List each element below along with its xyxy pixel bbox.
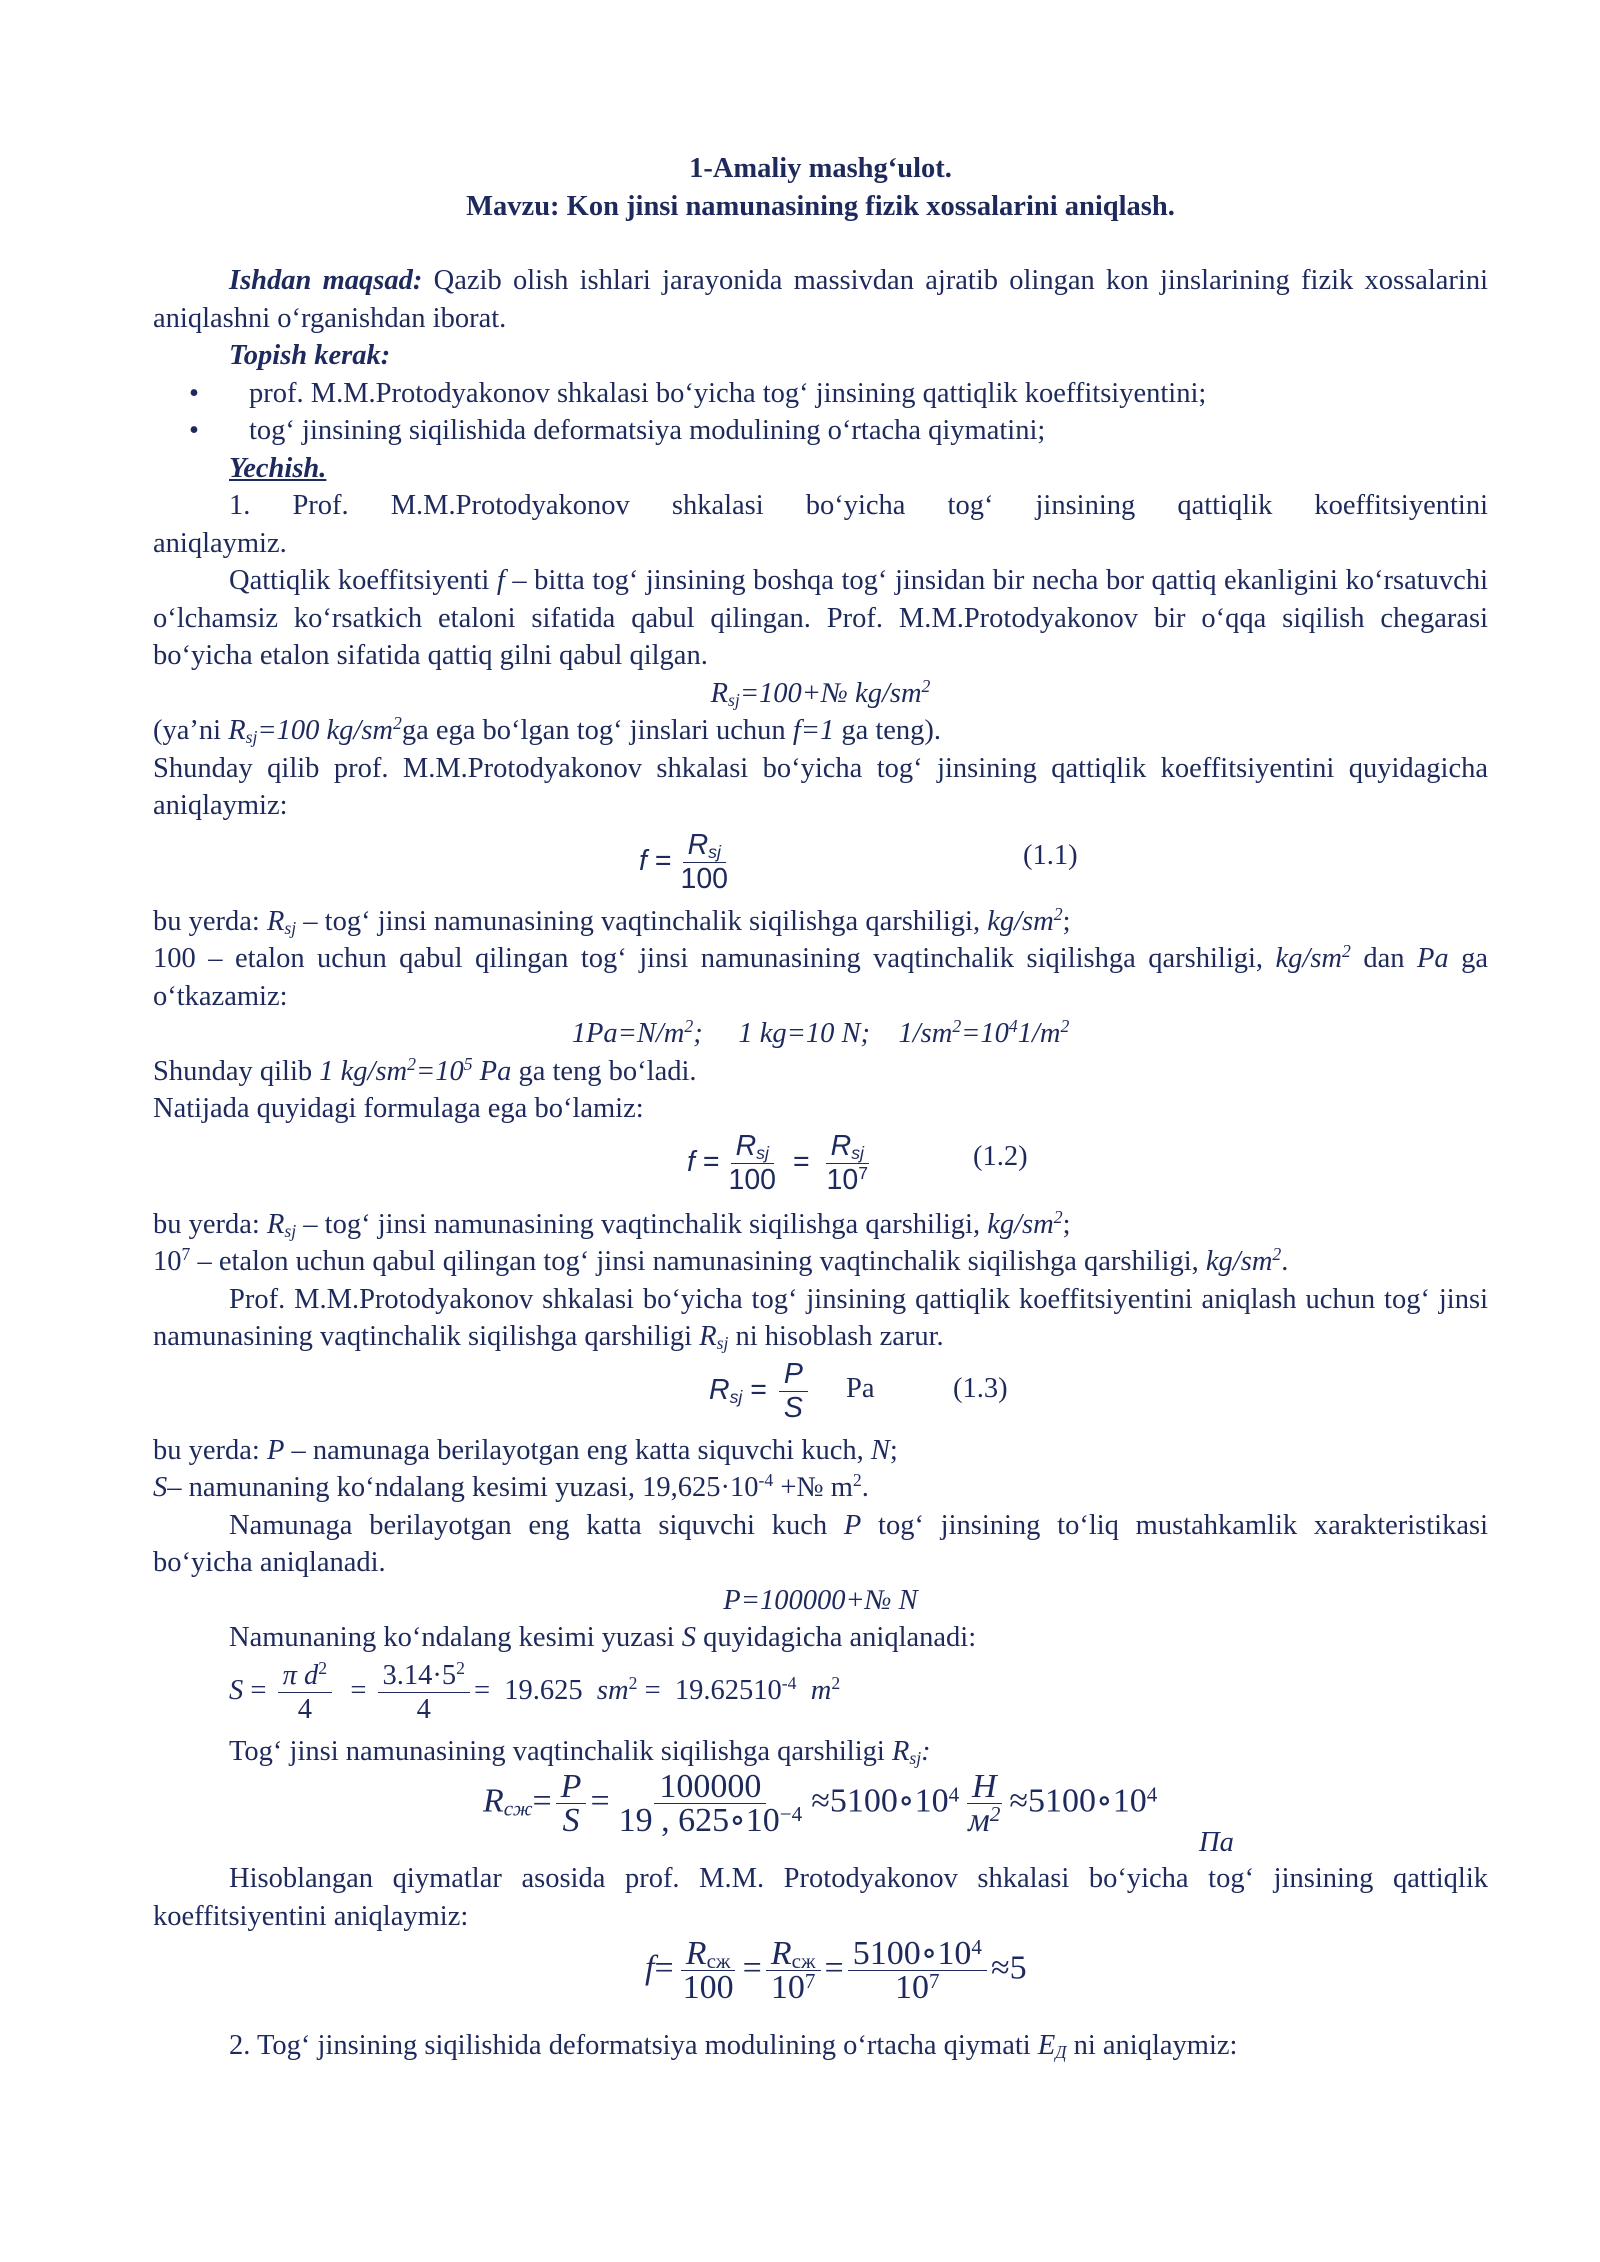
text: – tog‘ jinsi namunasining vaqtinchalik siqilishga qarshiligi, xyxy=(296,1208,988,1240)
text: ga o‘tkazamiz: xyxy=(153,943,1488,1012)
unit: kg/sm xyxy=(987,1208,1054,1240)
text: bu yerda: xyxy=(153,905,267,937)
goal-label: Ishdan maqsad: xyxy=(229,265,434,296)
text: ga teng bo‘ladi. xyxy=(511,1055,697,1087)
paragraph-8: $10^7$ – etalon uchun qabul qilingan tog‘ jinsi namunasining vaqtinchalik siqilishga qarshiligi, $kg/sm^2$. xyxy=(153,1244,1289,1277)
paragraph-6: Shunday qilib 1 $kg/sm^2=10^5$ Pa ga teng bo‘ladi. xyxy=(153,1053,697,1087)
text: Prof. M.M.Protodyakonov shkalasi bo‘yicha tog‘ jinsining qattiqlik koeffitsiyentini aniqlash uchun tog‘ jinsi namunasining vaqtinchalik siqilishga qarshiligi xyxy=(153,1283,1488,1352)
equation-body: S = $\frac{\pi d^2}{4}$ = $\frac{3.14\cdot 5^2}{4}$ = 19.625 $sm^2 = 19.62510^{-4}$ $m^2$ xyxy=(229,1657,841,1725)
text: (ya’ni xyxy=(153,715,229,746)
topic-title: Mavzu: Kon jinsi namunasining fizik xossalarini aniqlash. xyxy=(466,190,1175,222)
equation-1-1 xyxy=(153,825,1488,903)
equation-label: (1.3) xyxy=(953,1372,1008,1404)
subscript: сж xyxy=(503,1796,533,1821)
paragraph-7: Natijada quyidagi formulaga ega bo‘lamiz: xyxy=(153,1093,644,1124)
text: +№ m xyxy=(773,1472,853,1503)
equation-1-3 xyxy=(153,1356,1488,1432)
text: ga ega bo‘lgan tog‘ jinslari uchun xyxy=(401,715,793,746)
list-item-text: prof. M.M.Protodyakonov shkalasi bo‘yicha tog‘ jinsining qattiqlik koeffitsiyentini; xyxy=(249,377,1207,409)
text: ga teng). xyxy=(834,715,942,746)
text: tog‘ jinsining to‘liq mustahkamlik xarakteristikasi bo‘yicha aniqlanadi. xyxy=(153,1509,1488,1578)
value: 5100 xyxy=(1028,1782,1097,1820)
goal-text: Qazib olish ishlari jarayonida massivdan ajratib olingan kon jinslarining fizik xossalarini aniqlashni o‘rganishdan iborat. xyxy=(153,265,1488,334)
text: bu yerda: xyxy=(153,1434,267,1466)
list-item xyxy=(153,412,1488,450)
where-line-1: bu yerda: $R_{sj}$ – tog‘ jinsi namunasining vaqtinchalik siqilishga qarshiligi, $kg/sm^2$; xyxy=(153,903,1071,938)
result: 5 xyxy=(1009,1949,1027,1987)
value: 19.625 xyxy=(504,1674,583,1706)
document-page xyxy=(153,150,1488,2065)
text: 100 – etalon uchun qabul qilingan tog‘ jinsi namunasining vaqtinchalik siqilishga qarshiligi, xyxy=(153,943,1276,974)
text: Namunaga berilayotgan eng katta siquvchi kuch xyxy=(229,1509,844,1541)
equation-hardness xyxy=(153,1935,1488,2027)
paragraph-3: (ya’ni $R_{sj}=100$ $kg/sm^2ga$ ega bo‘lgan tog‘ jinslari uchun f=1 ga teng). xyxy=(153,713,942,747)
find-label: Topish kerak: xyxy=(229,340,391,371)
text: Shunday qilib xyxy=(153,1055,320,1087)
text: N xyxy=(870,1434,890,1466)
formula-p: P=100000+№ N xyxy=(723,1584,918,1616)
unit-pa: Па xyxy=(1199,1827,1234,1858)
unit: m xyxy=(810,1674,832,1706)
value: 5100 xyxy=(829,1782,898,1820)
text: =10 xyxy=(415,1055,464,1087)
text: – namunaning ko‘ndalang kesimi yuzasi, 19,625·10 xyxy=(167,1472,759,1503)
list-item-text: tog‘ jinsining siqilishida deformatsiya modulining o‘rtacha qiymatini; xyxy=(249,415,1046,446)
equation-body: $R_{sj}$ = $\frac{P}{S}$ xyxy=(709,1358,812,1425)
where-line-3: bu yerda: P – namunaga berilayotgan eng katta siquvchi kuch, N; xyxy=(153,1434,898,1466)
unit: м xyxy=(968,1802,990,1839)
numerator: 3.14·5 xyxy=(382,1659,457,1691)
equation-body: $R_{сж}=$ $\frac{P}{S}$ = $\frac{100000}{19 , 625\circ 10^{-4}}$ $\approx 5100\circ 10^4$ $\frac{Н}{м^2}$ $\approx 5100\circ 10^4$ xyxy=(483,1768,1158,1839)
denominator: 10 xyxy=(826,1163,859,1196)
denominator: 4 xyxy=(416,1693,431,1725)
text: 1/sm xyxy=(898,1018,953,1049)
conversion-line: $1Pa=N/m^2$; 1 kg=10 N; $1/sm^2=10^41/m^2$ xyxy=(571,1016,1070,1049)
text: ni aniqlaymiz: xyxy=(1066,2030,1238,2061)
numerator: 100000 xyxy=(654,1770,766,1804)
paragraph-11: S– namunaning ko‘ndalang kesimi yuzasi, $19,625\cdot 10^{-4}$ +№ $m^2$. xyxy=(153,1470,869,1503)
equation-unit: Pa xyxy=(846,1372,875,1404)
bullet-icon: • xyxy=(189,377,199,409)
equation-resistance xyxy=(153,1770,1488,1860)
denominator: 100 xyxy=(728,1163,777,1196)
solution-label: Yechish. xyxy=(229,452,327,484)
unit: sm xyxy=(596,1674,629,1706)
unit: kg/sm xyxy=(987,905,1054,937)
text: Pa xyxy=(472,1055,512,1087)
text: Namunaning ko‘ndalang kesimi yuzasi xyxy=(229,1622,682,1653)
text: dan xyxy=(1363,943,1417,974)
denominator: 10 xyxy=(745,1802,780,1839)
paragraph-1: 1. Prof. M.M.Protodyakonov shkalasi bo‘yicha tog‘ jinsining qattiqlik koeffitsiyentini aniqlaymiz. xyxy=(153,490,1488,559)
formula-text: =100+№ kg/sm xyxy=(739,677,922,709)
text: Qattiqlik koeffitsiyenti xyxy=(229,565,497,596)
equation-label: (1.1) xyxy=(1023,839,1078,871)
denominator: 4 xyxy=(297,1693,312,1725)
symbol: Е xyxy=(1037,2030,1056,2061)
text: f=1 xyxy=(792,715,835,746)
text: 2. Tog‘ jinsining siqilishida deformatsiya modulining o‘rtacha qiymati xyxy=(229,2030,1038,2061)
bullet-icon: • xyxy=(189,415,199,446)
equation-body: f = $\frac{R_{sj}}{100}$ xyxy=(639,829,737,896)
text: Pa xyxy=(1416,943,1449,974)
denominator: 19 , 625 xyxy=(618,1802,730,1839)
text: =100 kg/sm xyxy=(257,715,393,746)
lesson-title: 1-Amaliy mashg‘ulot. xyxy=(689,153,952,184)
paragraph-15: Hisoblangan qiymatlar asosida prof. M.M. Protodyakonov shkalasi bo‘yicha tog‘ jinsining qattiqlik koeffitsiyentini aniqlaymiz: xyxy=(153,1863,1488,1932)
paragraph-16 xyxy=(153,2027,1488,2065)
text: – bitta tog‘ jinsining boshqa tog‘ jinsidan bir necha bor qattiq ekanligini ko‘rsatuvchi o‘lchamsiz ko‘rsatkich etaloni sifatida qabul qilingan. Prof. M.M.Protodyakonov bir o‘qqa siqilish chegarasi bo‘yicha etalon sifatida qattiq gilni qabul qilgan. xyxy=(153,565,1488,671)
text: 1Pa=N/m xyxy=(571,1018,685,1049)
unit: Н xyxy=(967,1770,1002,1804)
text: quyidagicha aniqlanadi: xyxy=(695,1622,977,1653)
text: 10 xyxy=(153,1246,182,1277)
text: ni hisoblash zarur. xyxy=(728,1321,944,1352)
goal-paragraph xyxy=(153,262,1488,337)
text: bu yerda: xyxy=(153,1208,267,1240)
subscript: Д xyxy=(1055,2042,1067,2062)
equation-body: f = $\frac{R_{sj}}{100}$ = $\frac{R_{sj}}{10^7}$ xyxy=(687,1129,869,1196)
equation-label: (1.2) xyxy=(973,1140,1028,1172)
paragraph-4: Shunday qilib prof. M.M.Protodyakonov shkalasi bo‘yicha tog‘ jinsining qattiqlik koeffitsiyentini quyidagicha aniqlaymiz: xyxy=(153,752,1488,821)
formula-rsj: $R_{sj}=100+№$ $kg/sm^2$ xyxy=(710,675,931,710)
value: 5100 xyxy=(852,1935,921,1972)
text: 1/m xyxy=(1017,1018,1061,1049)
denominator: 100 xyxy=(680,862,729,895)
text: Tog‘ jinsi namunasining vaqtinchalik siqilishga qarshiligi xyxy=(229,1735,892,1767)
paragraph-14: Tog‘ jinsi namunasining vaqtinchalik siqilishga qarshiligi $R_{sj}$: xyxy=(229,1735,931,1768)
subscript: сж xyxy=(706,1949,731,1973)
unit: kg/sm xyxy=(1205,1246,1273,1277)
where-line-2: bu yerda: $R_{sj}$ – tog‘ jinsi namunasining vaqtinchalik siqilishga qarshiligi, $kg/sm^2$; xyxy=(153,1206,1071,1241)
text: 1 kg/sm xyxy=(319,1055,408,1087)
text: 1 kg=10 N xyxy=(738,1018,861,1049)
value: 10 xyxy=(753,1674,782,1706)
paragraph-13: Namunaning ko‘ndalang kesimi yuzasi S quyidagicha aniqlanadi: xyxy=(229,1622,977,1653)
paragraph-5: 100 – etalon uchun qabul qilingan tog‘ jinsi namunasining vaqtinchalik siqilishga qarshiligi, $kg/sm^2$ dan Pa ga o‘tkazamiz: xyxy=(153,941,1488,1012)
subscript: сж xyxy=(791,1949,816,1973)
text: – tog‘ jinsi namunasining vaqtinchalik siqilishga qarshiligi, xyxy=(296,905,988,937)
equation-1-2 xyxy=(153,1128,1488,1206)
equation-area xyxy=(153,1657,1488,1733)
text: – namunaga berilayotgan eng katta siquvchi kuch, xyxy=(284,1434,871,1466)
paragraph-12: Namunaga berilayotgan eng katta siquvchi kuch P tog‘ jinsining to‘liq mustahkamlik xarakteristikasi bo‘yicha aniqlanadi. xyxy=(153,1509,1488,1578)
unit: kg/sm xyxy=(1275,943,1343,974)
value: 19.625 xyxy=(674,1674,754,1706)
symbol-f: f xyxy=(496,565,505,596)
equation-body: f= $\frac{R_{сж}}{100}$ = $\frac{R_{сж}}{10^7}$ = $\frac{5100\circ 10^4}{10^7}$ ≈5 xyxy=(645,1935,1027,2006)
paragraph-2 xyxy=(153,562,1488,675)
paragraph-9: Prof. M.M.Protodyakonov shkalasi bo‘yicha tog‘ jinsining qattiqlik koeffitsiyentini aniqlash uchun tog‘ jinsi namunasining vaqtinchalik siqilishga qarshiligi $R_{sj}$ ni hisoblash zarur. xyxy=(153,1283,1488,1353)
list-item xyxy=(153,375,1488,413)
text: =10 xyxy=(961,1018,1009,1049)
text: – etalon uchun qabul qilingan tog‘ jinsi namunasining vaqtinchalik siqilishga qarshiligi, xyxy=(190,1246,1206,1277)
denominator: 100 xyxy=(682,1969,734,2006)
